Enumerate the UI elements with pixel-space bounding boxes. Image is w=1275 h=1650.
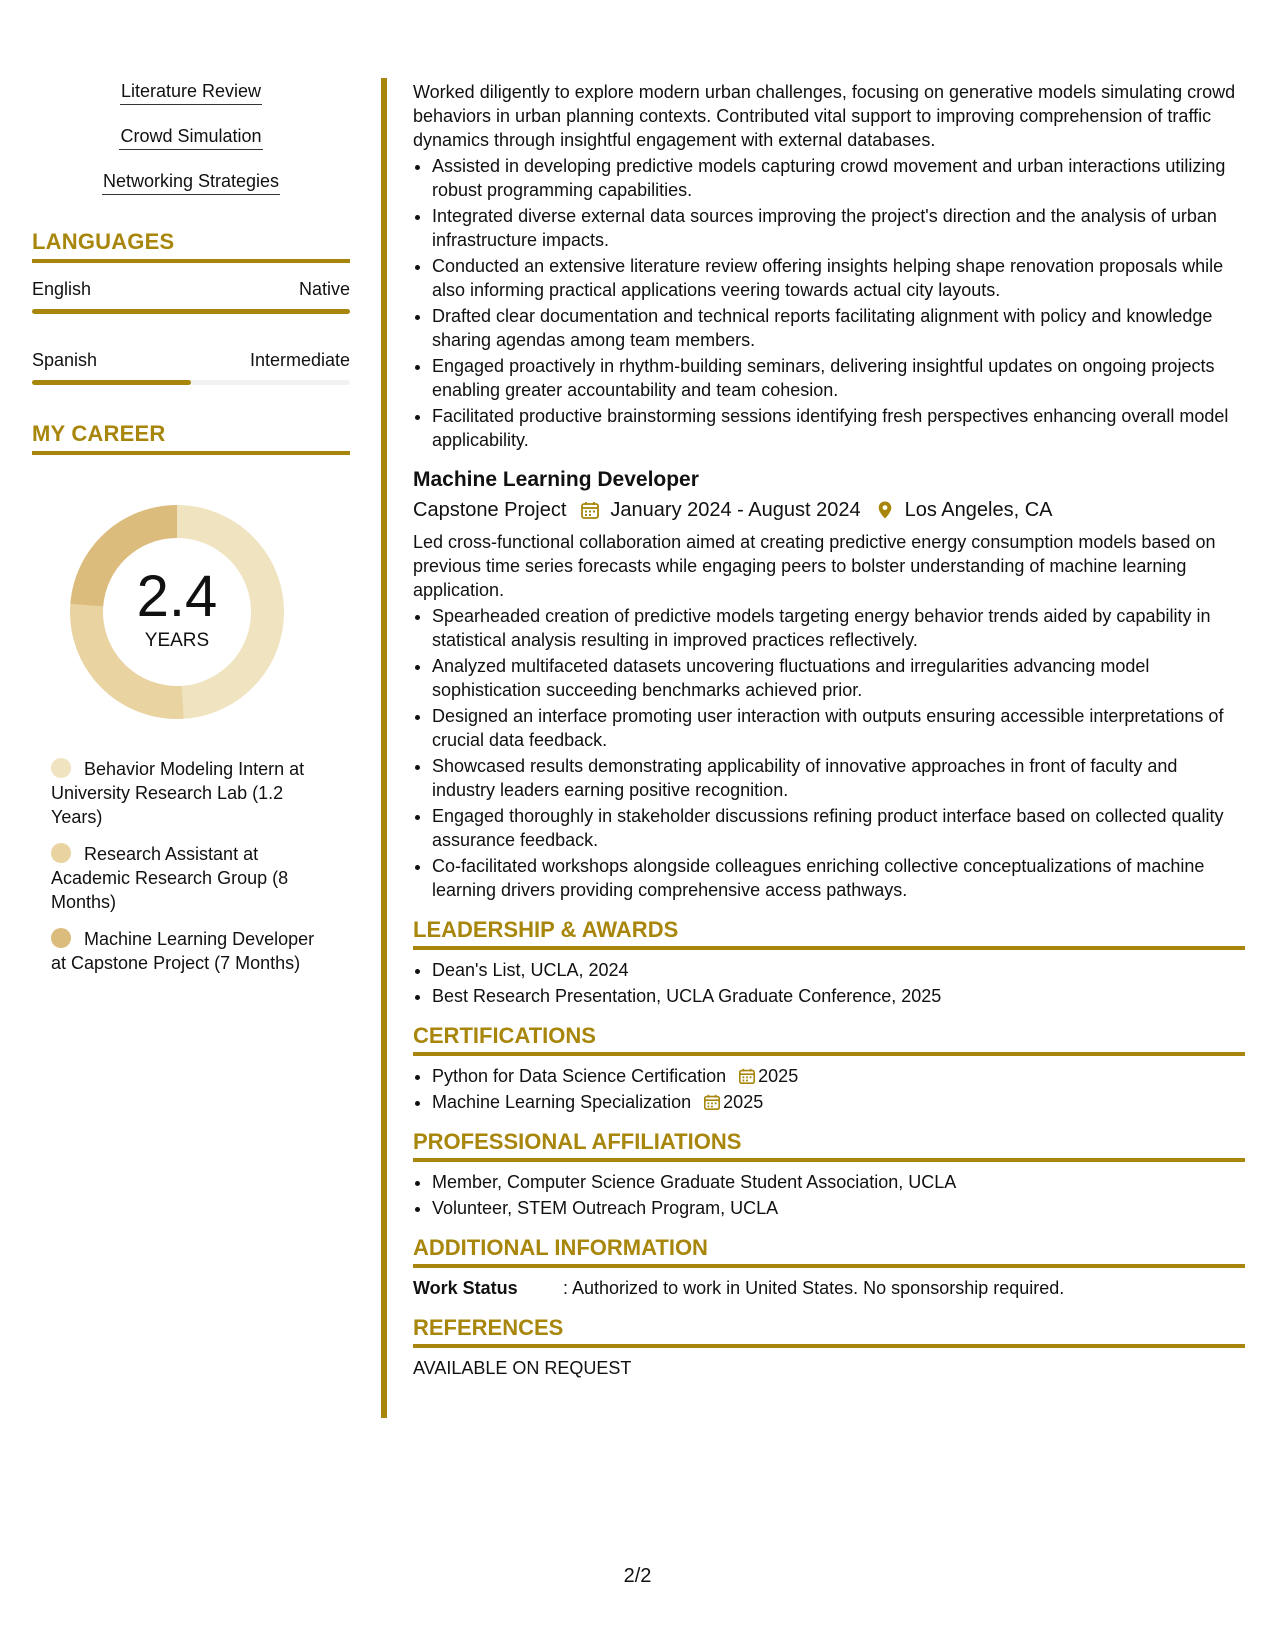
language-proficiency-fill	[32, 380, 191, 385]
bullet-item: • Engaged proactively in rhythm-building seminars, delivering insightful updates on ongoing projects enabling greater accountability and team cohesion.	[432, 354, 1245, 402]
right-column	[413, 80, 1245, 1380]
language-proficiency-bar	[32, 309, 350, 314]
career-legend-item: Behavior Modeling Intern at University Research Lab (1.2 Years)	[51, 759, 305, 827]
language-row	[32, 348, 350, 372]
work-status-value: : Authorized to work in United States. No sponsorship required.	[563, 1278, 1065, 1298]
affiliations-list	[413, 1170, 1245, 1220]
calendar-icon	[703, 1093, 721, 1111]
languages-heading: LANGUAGES	[32, 229, 350, 263]
bullet-item: • Best Research Presentation, UCLA Graduate Conference, 2025	[432, 984, 1245, 1008]
job-bullets	[413, 154, 1245, 452]
bullet-item: • Conducted an extensive literature review offering insights helping shape renovation proposals while also informing practical applications veering towards actual city layouts.	[432, 254, 1245, 302]
bullet-item: • Engaged thoroughly in stakeholder discussions refining product interface based on collected quality assurance feedback.	[432, 804, 1245, 852]
career-total-value: 2.4	[136, 564, 218, 629]
language-row	[32, 277, 350, 301]
job-summary: Led cross-functional collaboration aimed at creating predictive energy consumption models based on previous time series forecasts while engaging peers to bolster understanding of machine learning application.	[413, 532, 1216, 600]
certifications-heading: CERTIFICATIONS	[413, 1022, 1245, 1056]
affiliations-heading: PROFESSIONAL AFFILIATIONS	[413, 1128, 1245, 1162]
languages-list	[32, 277, 350, 385]
page-number: 2/2	[623, 1565, 652, 1587]
bullet-item: • Facilitated productive brainstorming sessions identifying fresh perspectives enhancing overall model applicability.	[432, 404, 1245, 452]
job-summary: Worked diligently to explore modern urban challenges, focusing on generative models simulating crowd behaviors in urban planning contexts. Contributed vital support to improving comprehension of traffic dynamics through insightful engagement with external databases.	[413, 82, 1236, 150]
job-organization: Capstone Project	[413, 499, 567, 521]
certifications-list	[413, 1064, 1245, 1114]
language-proficiency-fill	[32, 309, 350, 314]
language-name: Spanish	[32, 350, 98, 370]
bullet-item: • Designed an interface promoting user interaction with outputs ensuring accessible interpretations of crucial data feedback.	[432, 704, 1245, 752]
certification-item	[432, 1064, 1245, 1088]
location-pin-icon	[875, 500, 895, 520]
left-column	[32, 78, 350, 988]
bullet-item: • Spearheaded creation of predictive models targeting energy behavior trends aided by capability in statistical analysis resulting in improved practices reflectively.	[432, 604, 1245, 652]
job-bullets	[413, 604, 1245, 902]
work-status-label: Work Status	[413, 1278, 518, 1298]
career-total-unit: YEARS	[144, 630, 210, 651]
legend-dot-icon	[51, 928, 71, 948]
career-legend-item: Research Assistant at Academic Research Group (8 Months)	[51, 844, 289, 912]
career-legend-item: Machine Learning Developer at Capstone Project (7 Months)	[51, 929, 315, 973]
language-level: Native	[298, 279, 350, 299]
bullet-item: • Drafted clear documentation and technical reports facilitating alignment with policy and knowledge sharing agendas among team members.	[432, 304, 1245, 352]
donut-center	[64, 499, 290, 725]
career-donut-chart	[64, 499, 290, 725]
bullet-item: • Analyzed multifaceted datasets uncovering fluctuations and irregularities advancing model sophistication succeeding benchmarks achieved prior.	[432, 654, 1245, 702]
bullet-item: • Showcased results demonstrating applicability of innovative approaches in front of faculty and industry leaders earning positive recognition.	[432, 754, 1245, 802]
bullet-item: • Assisted in developing predictive models capturing crowd movement and urban interactions utilizing robust programming capabilities.	[432, 154, 1245, 202]
career-heading: MY CAREER	[32, 421, 350, 455]
job-dates: January 2024 - August 2024	[610, 499, 861, 521]
certification-name: Python for Data Science Certification	[432, 1066, 727, 1086]
language-level: Intermediate	[249, 350, 350, 370]
work-status-row	[413, 1276, 1245, 1300]
additional-info-heading: ADDITIONAL INFORMATION	[413, 1234, 1245, 1268]
skill-item: Networking Strategies	[32, 168, 350, 196]
certification-item	[432, 1090, 1245, 1114]
bullet-item: • Member, Computer Science Graduate Student Association, UCLA	[432, 1170, 1245, 1194]
job-location: Los Angeles, CA	[904, 499, 1053, 521]
calendar-icon	[580, 500, 600, 520]
skill-item: Crowd Simulation	[32, 123, 350, 151]
references-text: AVAILABLE ON REQUEST	[413, 1358, 632, 1378]
legend-dot-icon	[51, 843, 71, 863]
job-title: Machine Learning Developer	[413, 468, 699, 491]
job-meta	[413, 496, 1245, 524]
certification-year: 2025	[758, 1066, 799, 1086]
calendar-icon	[738, 1067, 756, 1085]
legend-dot-icon	[51, 758, 71, 778]
leadership-heading: LEADERSHIP & AWARDS	[413, 916, 1245, 950]
leadership-list	[413, 958, 1245, 1008]
certification-year: 2025	[723, 1092, 764, 1112]
bullet-item: • Dean's List, UCLA, 2024	[432, 958, 1245, 982]
references-heading: REFERENCES	[413, 1314, 1245, 1348]
column-divider	[381, 78, 387, 1418]
bullet-item: • Co-facilitated workshops alongside colleagues enriching collective conceptualizations of machine learning drivers providing comprehensive access pathways.	[432, 854, 1245, 902]
skill-item: Literature Review	[32, 78, 350, 106]
bullet-item: • Integrated diverse external data sources improving the project's direction and the analysis of urban infrastructure impacts.	[432, 204, 1245, 252]
language-proficiency-bar	[32, 380, 350, 385]
bullet-item: • Volunteer, STEM Outreach Program, UCLA	[432, 1196, 1245, 1220]
skills-list	[32, 78, 350, 196]
certification-name: Machine Learning Specialization	[432, 1092, 692, 1112]
career-legend	[51, 757, 331, 975]
language-name: English	[32, 279, 92, 299]
